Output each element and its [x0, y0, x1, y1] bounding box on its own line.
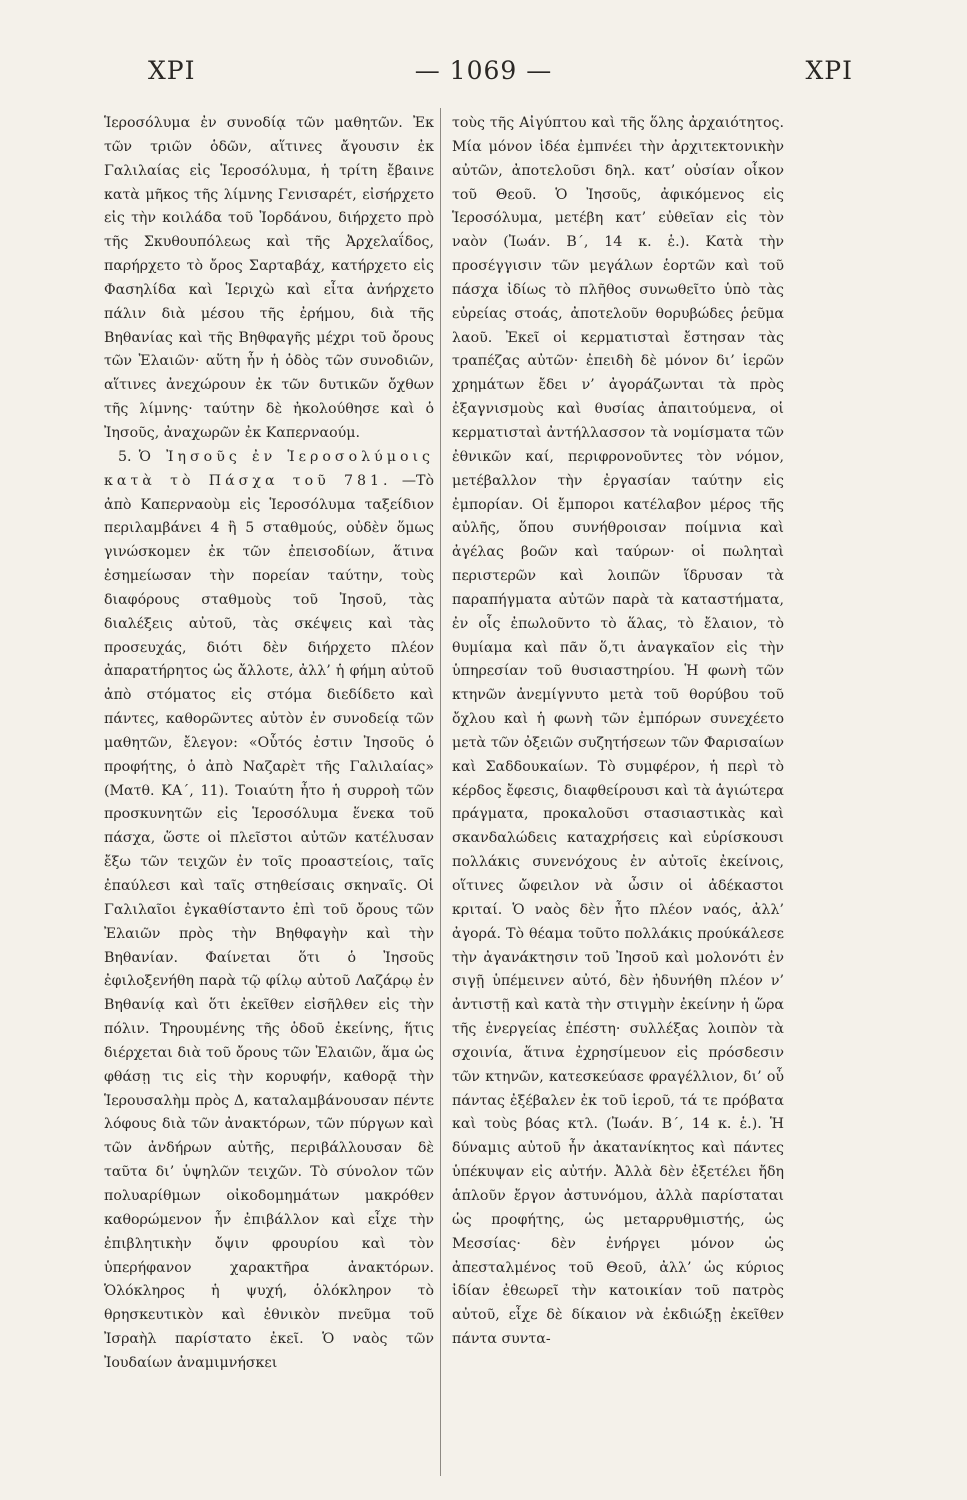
section-title: Ὁ Ἰησοῦς ἐν Ἱεροσολύμοις κατὰ τὸ Πάσχα τοῦ 781. [104, 448, 434, 489]
left-paragraph-1: Ἱεροσόλυμα ἐν συνοδίᾳ τῶν μαθητῶν. Ἐκ τῶν τριῶν ὁδῶν, αἵτινες ἄγουσιν ἐκ Γαλιλαίας εἰς Ἱεροσόλυμα, ἡ τρίτη ἔβαινε κατὰ μῆκος τῆς λίμνης Γενισαρέτ, εἰσήρχετο εἰς τὴν κοιλάδα τοῦ Ἰορδάνου, διήρχετο πρὸ τῆς Σκυθουπόλεως καὶ τῆς Ἀρχελαΐδος, παρήρχετο τὸ ὄρος Σαρταβάχ, κατήρχετο εἰς Φασηλίδα καὶ Ἱεριχὼ καὶ εἶτα ἀνήρχετο πάλιν διὰ μέσου τῆς ἐρήμου, διὰ τῆς Βηθανίας καὶ τῆς Βηθφαγῆς μέχρι τοῦ ὄρους τῶν Ἐλαιῶν· αὕτη ἦν ἡ ὁδὸς τῶν συνοδιῶν, αἵτινες ἀνεχώρουν ἐκ τῶν δυτικῶν ὄχθων τῆς λίμνης· ταύτην δὲ ἠκολούθησε καὶ ὁ Ἰησοῦς, ἀναχωρῶν ἐκ Καπερναούμ. [104, 115, 434, 441]
running-header [110, 56, 857, 96]
right-paragraph-1: τοὺς τῆς Αἰγύπτου καὶ τῆς ὅλης ἀρχαιότητος. Μία μόνον ἰδέα ἐμπνέει τὴν ἀρχιτεκτονικὴν αὐτῶν, ἀποτελοῦσι δηλ. κατ’ οὐσίαν οἶκον τοῦ Θεοῦ. Ὁ Ἰησοῦς, ἀφικόμενος εἰς Ἱεροσόλυμα, μετέβη κατ’ εὐθεῖαν εἰς τὸν ναὸν (Ἰωάν. Β΄, 14 κ. ἑ.). Κατὰ τὴν προσέγγισιν τῶν μεγάλων ἑορτῶν καὶ τοῦ πάσχα ἰδίως τὸ πλῆθος συνωθεῖτο ὑπὸ τὰς εὐρείας στοάς, ἀποτελοῦν θορυβώδες ῥεῦμα λαοῦ. Ἐκεῖ οἱ κερματισταὶ ἔστησαν τὰς τραπέζας αὐτῶν· ἐπειδὴ δὲ μόνον δι’ ἱερῶν χρημάτων ἔδει ν’ ἀγοράζωνται τὰ πρὸς ἐξαγνισμοὺς καὶ θυσίας ἀπαιτούμενα, οἱ κερματισταὶ ἀντήλλασσον τὰ νομίσματα τῶν ἐθνικῶν καί, περιφρονοῦντες τὸν νόμον, μετέβαλλον τὴν ἐργασίαν ταύτην εἰς ἐμπορίαν. Οἱ ἔμποροι κατέλαβον μέρος τῆς αὐλῆς, ὅπου συνήθροισαν ποίμνια καὶ ἀγέλας βοῶν καὶ ταύρων· οἱ πωληταὶ περιστερῶν καὶ λοιπῶν ἵδρυσαν τὰ παραπήγματα αὐτῶν παρὰ τὰ καταστήματα, ἐν οἷς ἐπωλοῦντο τὸ ἅλας, τὸ ἔλαιον, τὸ θυμίαμα καὶ πᾶν ὅ,τι ἀναγκαῖον εἰς τὴν ὑπηρεσίαν τοῦ θυσιαστηρίου. Ἡ φωνὴ τῶν κτηνῶν ἀνεμίγνυτο μετὰ τοῦ θορύβου τοῦ ὄχλου καὶ ἡ φωνὴ τῶν ἐμπόρων συνεχέετο μετὰ τῶν ὀξειῶν συζητήσεων τῶν Φαρισαίων καὶ Σαδδουκαίων. Τὸ συμφέρον, ἡ περὶ τὸ κέρδος ἔφεσις, διαφθείρουσι καὶ τὰ ἁγιώτερα πράγματα, προκαλοῦσι στασιαστικὰς καὶ σκανδαλώδεις καταχρήσεις καὶ εὑρίσκουσι πολλάκις συνενόχους ἐν αὐτοῖς ἐκείνοις, οἵτινες ὤφειλον νὰ ὦσιν οἱ ἀδέκαστοι κριταί. Ὁ ναὸς δὲν ἦτο πλέον ναός, ἀλλ’ ἀγορά. Τὸ θέαμα τοῦτο πολλάκις προύκάλεσε τὴν ἀγανάκτησιν τοῦ Ἰησοῦ καὶ μολονότι ἐν σιγῇ ὑπέμεινεν αὐτό, δὲν ἠδυνήθη πλέον ν’ ἀντιστῇ καὶ κατὰ τὴν στιγμὴν ἐκείνην ἡ ὥρα τῆς ἐνεργείας ἐπέστη· συλλέξας λοιπὸν τὰ σχοινία, ἅτινα ἐχρησίμευον εἰς πρόσδεσιν τῶν κτηνῶν, κατεσκεύασε φραγέλλιον, δι’ οὗ πάντας ἐξέβαλεν ἐκ τοῦ ἱεροῦ, τά τε πρόβατα καὶ τοὺς βόας κτλ. (Ἰωάν. Β΄, 14 κ. ἑ.). Ἡ δύναμις αὐτοῦ ἦν ἀκατανίκητος καὶ πάντες ὑπέκυψαν εἰς αὐτήν. Ἀλλὰ δὲν ἐξετέλει ἤδη ἁπλοῦν ἔργον ἀστυνόμου, ἀλλὰ παρίσταται ὡς προφήτης, ὡς μεταρρυθμιστής, ὡς Μεσσίας· δὲν ἐνήργει μόνον ὡς ἀπεσταλμένος τοῦ Θεοῦ, ἀλλ’ ὡς κύριος ἰδίαν ἐθεωρεῖ τὴν κατοικίαν τοῦ πατρὸς αὐτοῦ, εἶχε δὲ δίκαιον νὰ ἐκδιώξῃ ἐκεῖθεν πάντα συντα- [452, 115, 784, 1348]
right-column [452, 112, 784, 1472]
left-paragraph-2: —Τὸ ἀπὸ Καπερναοὺμ εἰς Ἱεροσόλυμα ταξείδιον περιλαμβάνει 4 ἢ 5 σταθμούς, οὐδὲν ὅμως γινώσκομεν ἐκ τῶν ἐπεισοδίων, ἅτινα ἐσημείωσαν τὴν πορείαν ταύτην, τοὺς διαφόρους σταθμοὺς τοῦ Ἰησοῦ, τὰς διαλέξεις αὐτοῦ, τὰς σκέψεις καὶ τὰς προσευχάς, διότι δὲν διήρχετο πλέον ἀπαρατήρητος ὡς ἄλλοτε, ἀλλ’ ἡ φήμη αὐτοῦ ἀπὸ στόματος εἰς στόμα διεδίδετο καὶ πάντες, καθορῶντες αὐτὸν ἐν συνοδείᾳ τῶν μαθητῶν, ἔλεγον: «Οὗτός ἐστιν Ἰησοῦς ὁ προφήτης, ὁ ἀπὸ Ναζαρὲτ τῆς Γαλιλαίας» (Ματθ. ΚΑ΄, 11). Τοιαύτη ἦτο ἡ συρροὴ τῶν προσκυνητῶν εἰς Ἱεροσόλυμα ἕνεκα τοῦ πάσχα, ὥστε οἱ πλεῖστοι αὐτῶν κατέλυσαν ἔξω τῶν τειχῶν ἐν τοῖς προαστείοις, ταῖς ἐπαύλεσι καὶ ταῖς στηθείσαις σκηναῖς. Οἱ Γαλιλαῖοι ἐγκαθίσταντο ἐπὶ τοῦ ὄρους τῶν Ἐλαιῶν πρὸς τὴν Βηθφαγὴν καὶ τὴν Βηθανίαν. Φαίνεται ὅτι ὁ Ἰησοῦς ἐφιλοξενήθη παρὰ τῷ φίλῳ αὐτοῦ Λαζάρῳ ἐν Βηθανίᾳ καὶ ὅτι ἐκεῖθεν εἰσῆλθεν εἰς τὴν πόλιν. Τηρουμένης τῆς ὁδοῦ ἐκείνης, ἥτις διέρχεται διὰ τοῦ ὄρους τῶν Ἐλαιῶν, ἅμα ὡς φθάσῃ τις εἰς τὴν κορυφήν, καθορᾷ τὴν Ἱερουσαλὴμ πρὸς Δ, καταλαμβάνουσαν πέντε λόφους διὰ τῶν ἀνακτόρων, τῶν πύργων καὶ τῶν ἀνδήρων αὐτῆς, περιβάλλουσαν δὲ ταῦτα δι’ ὑψηλῶν τειχῶν. Τὸ σύνολον τῶν πολυαρίθμων οἰκοδομημάτων μακρόθεν καθορώμενον ἦν ἐπιβάλλον καὶ εἶχε τὴν ἐπιβλητικὴν ὄψιν φρουρίου καὶ τὸν ὑπερήφανον χαρακτῆρα ἀνακτόρων. Ὁλόκληρος ἡ ψυχή, ὁλόκληρον τὸ θρησκευτικὸν καὶ ἐθνικὸν πνεῦμα τοῦ Ἰσραὴλ παρίστατο ἐκεῖ. Ὁ ναὸς τῶν Ἰουδαίων ἀναμιμνήσκει [104, 472, 434, 1371]
page-number: — 1069 — [414, 56, 553, 85]
section-5-paragraph [104, 446, 434, 1376]
section-number: 5. [118, 448, 132, 465]
header-right-text: ΧΡΙ [805, 56, 853, 85]
column-divider [440, 108, 441, 1476]
header-left-text: ΧΡΙ [148, 56, 196, 85]
left-column [104, 112, 434, 1472]
